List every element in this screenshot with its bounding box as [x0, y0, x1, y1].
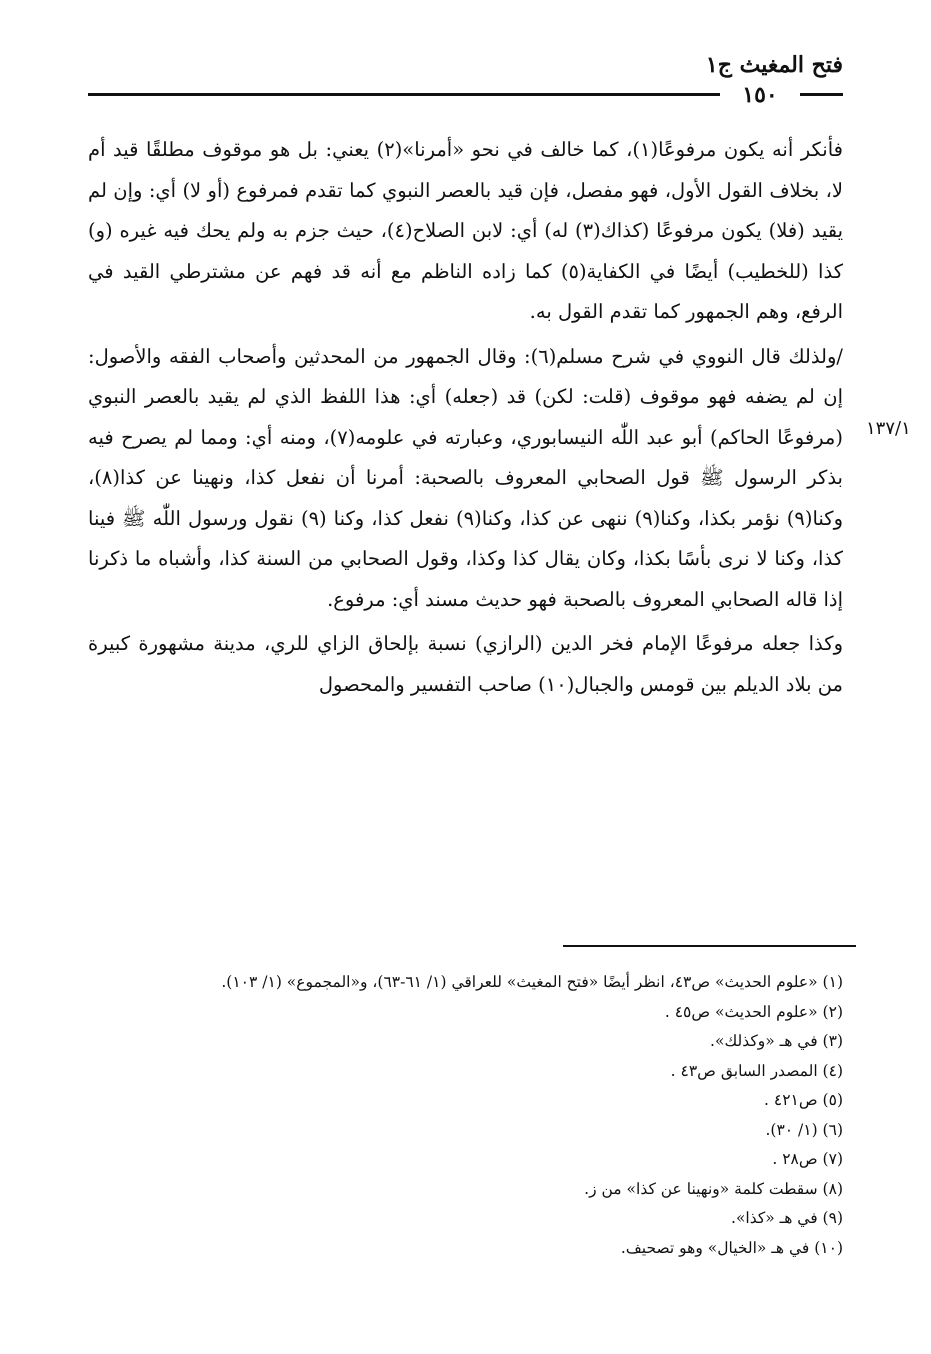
footnote-10: (١٠) في هـ «الخيال» وهو تصحيف. — [620, 1238, 843, 1257]
footnote-5: (٥) ص٤٢١ . — [764, 1091, 843, 1109]
margin-folio-note: ١٣٧/١ — [866, 418, 911, 439]
paragraph-3: وكذا جعله مرفوعًا الإمام فخر الدين (الرازي) نسبة بإلحاق الزاي للري، مدينة مشهورة كبيرة من بلاد الديلم بين قومس والجبال(١٠) صاحب التفسير والمحصول — [88, 632, 843, 696]
footnote-2: (٢) «علوم الحديث» ص٤٥ . — [664, 1002, 843, 1021]
footnote-7: (٧) ص٢٨ . — [772, 1150, 843, 1168]
paragraph-1: فأنكر أنه يكون مرفوعًا(١)، كما خالف في نحو «أمرنا»(٢) يعني: بل هو موقوف مطلقًا قيد أم لا، بخلاف القول الأول، فهو مفصل، فإن قيد بالعصر النبوي كما تقدم فمرفوع (أو لا) أي: وإن لم يقيد (فلا) يكون مرفوعًا (كذاك(٣) له) أي: لابن الصلاح(٤)، حيث جزم به ولم يحك فيه غيره (و) كذا (للخطيب) أيضًا في الكفاية(٥) كما زاده الناظم مع أنه قد فهم عن مشترطي القيد في الرفع، وهم الجمهور كما تقدم القول به. — [88, 138, 843, 323]
footnote-4: (٤) المصدر السابق ص٤٣ . — [670, 1061, 843, 1080]
footnotes — [88, 968, 843, 1263]
running-head-title: فتح المغيث ج١ — [705, 52, 843, 78]
footnote-8: (٨) سقطت كلمة «ونهينا عن كذا» من ز. — [584, 1179, 843, 1198]
page-number: ١٥٠ — [720, 80, 800, 110]
paragraph-2: /ولذلك قال النووي في شرح مسلم(٦): وقال الجمهور من المحدثين وأصحاب الفقه والأصول: إن لم يضفه فهو موقوف (قلت: لكن) قد (جعله) أي: هذا اللفظ الذي لم يقيد بالعصر النبوي (مرفوعًا الحاكم) أبو عبد اللّٰه النيسابوري، وعبارته في علومه(٧)، ومنه أي: ومما لم يصرح فيه بذكر الرسول ﷺ قول الصحابي المعروف بالصحبة: أمرنا أن نفعل كذا، ونهينا عن كذا(٨)، وكنا(٩) نؤمر بكذا، وكنا(٩) ننهى عن كذا، وكنا(٩) نفعل كذا، وكنا (٩) نقول ورسول اللّٰه ﷺ فينا كذا، وكنا لا نرى بأسًا بكذا، وكان يقال كذا وكذا، وقول الصحابي من السنة كذا، وأشباه ما ذكرنا إذا قاله الصحابي المعروف بالصحبة فهو حديث مسند أي: مرفوع. — [88, 344, 844, 611]
footnote-6: (٦) (١/ ٣٠). — [765, 1120, 843, 1139]
main-text — [88, 130, 843, 705]
footnote-3: (٣) في هـ «وكذلك». — [710, 1032, 843, 1050]
footnote-1: (١) «علوم الحديث» ص٤٣، انظر أيضًا «فتح المغيث» للعراقي (١/ ٦١-٦٣)، و«المجموع» (١/ ١٠٣). — [221, 973, 843, 991]
footnote-9: (٩) في هـ «كذا». — [731, 1209, 843, 1227]
footnote-separator — [563, 945, 856, 947]
